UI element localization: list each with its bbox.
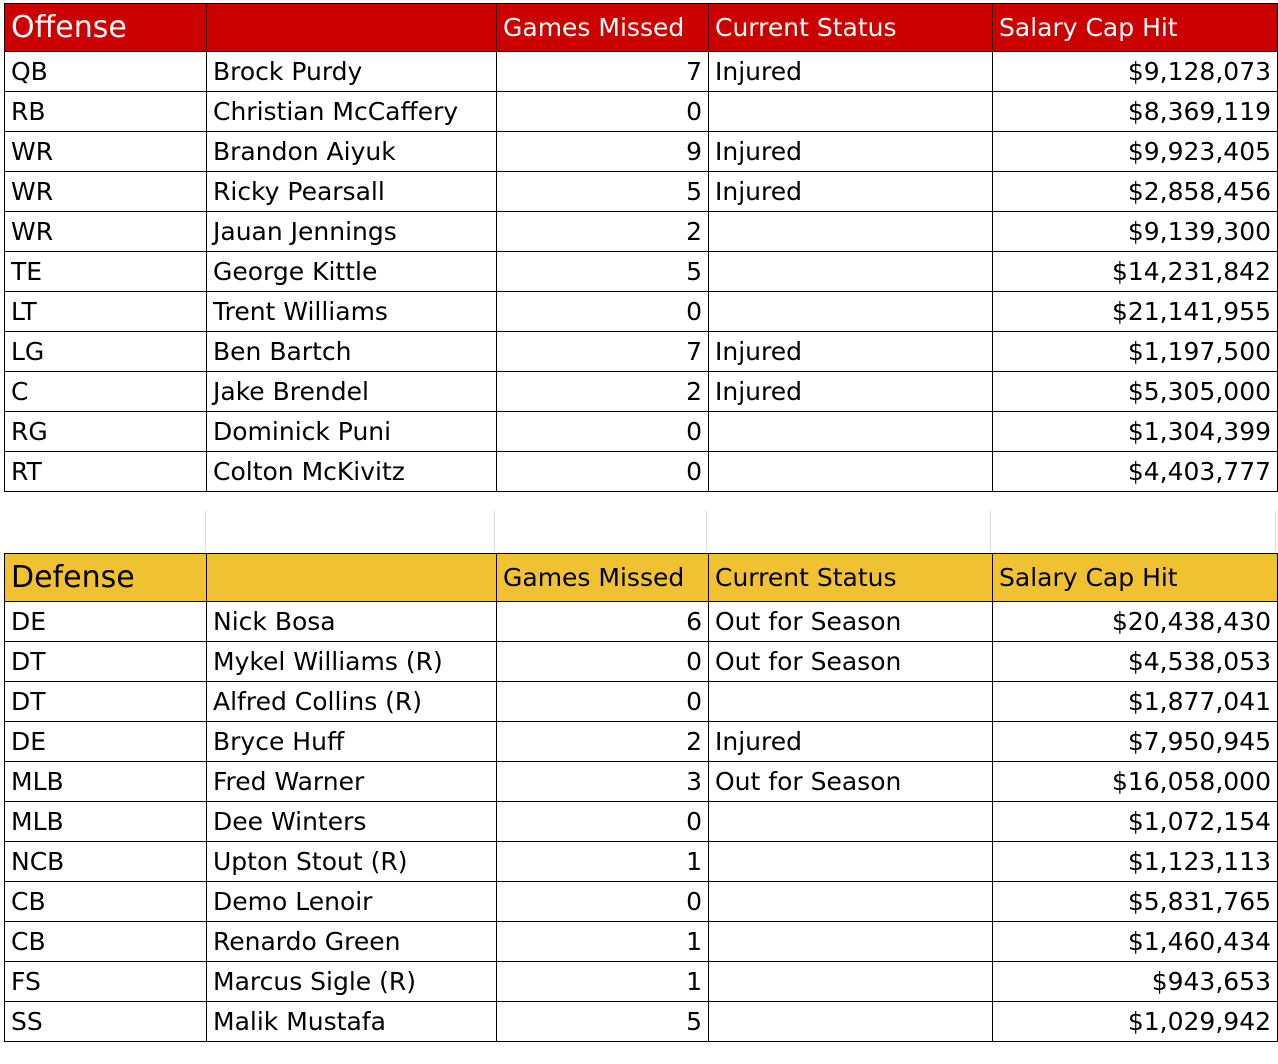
position-cell[interactable]: MLB	[5, 762, 207, 802]
games-missed-cell[interactable]: 2	[497, 372, 709, 412]
table-row	[5, 602, 1278, 642]
table-row	[5, 292, 1278, 332]
player-name-cell[interactable]: Marcus Sigle (R)	[207, 962, 497, 1002]
player-name-cell[interactable]: Malik Mustafa	[207, 1002, 497, 1042]
status-cell[interactable]	[709, 212, 993, 252]
position-cell[interactable]: CB	[5, 922, 207, 962]
player-name-cell[interactable]: Demo Lenoir	[207, 882, 497, 922]
position-cell[interactable]: DT	[5, 642, 207, 682]
status-cell[interactable]	[709, 412, 993, 452]
table-row	[5, 1002, 1278, 1042]
games-missed-cell[interactable]: 0	[497, 292, 709, 332]
table-row	[5, 92, 1278, 132]
status-cell[interactable]: Out for Season	[709, 762, 993, 802]
games-missed-cell[interactable]: 1	[497, 922, 709, 962]
games-missed-cell[interactable]: 5	[497, 172, 709, 212]
status-cell[interactable]	[709, 92, 993, 132]
status-cell[interactable]: Out for Season	[709, 642, 993, 682]
salary-cell[interactable]: $943,653	[993, 962, 1278, 1002]
header-current-status[interactable]: Current Status	[709, 554, 993, 602]
salary-cell[interactable]: $21,141,955	[993, 292, 1278, 332]
table-row	[5, 802, 1278, 842]
offense-title[interactable]: Offense	[5, 4, 207, 52]
status-cell[interactable]	[709, 292, 993, 332]
salary-cell[interactable]: $1,877,041	[993, 682, 1278, 722]
player-name-cell[interactable]: Fred Warner	[207, 762, 497, 802]
position-cell[interactable]: DE	[5, 722, 207, 762]
games-missed-cell[interactable]: 2	[497, 722, 709, 762]
table-row	[5, 922, 1278, 962]
status-cell[interactable]: Injured	[709, 52, 993, 92]
position-cell[interactable]: FS	[5, 962, 207, 1002]
table-row	[5, 132, 1278, 172]
player-name-cell[interactable]: Alfred Collins (R)	[207, 682, 497, 722]
header-games-missed[interactable]: Games Missed	[497, 4, 709, 52]
position-cell[interactable]: MLB	[5, 802, 207, 842]
games-missed-cell[interactable]: 9	[497, 132, 709, 172]
position-cell[interactable]: RB	[5, 92, 207, 132]
salary-cell[interactable]: $1,029,942	[993, 1002, 1278, 1042]
table-row	[5, 172, 1278, 212]
games-missed-cell[interactable]: 0	[497, 882, 709, 922]
status-cell[interactable]	[709, 252, 993, 292]
salary-cell[interactable]: $4,403,777	[993, 452, 1278, 492]
games-missed-cell[interactable]: 0	[497, 802, 709, 842]
salary-cell[interactable]: $9,923,405	[993, 132, 1278, 172]
status-cell[interactable]	[709, 1002, 993, 1042]
player-name-cell[interactable]: Jake Brendel	[207, 372, 497, 412]
player-name-cell[interactable]: Renardo Green	[207, 922, 497, 962]
player-name-cell[interactable]: Bryce Huff	[207, 722, 497, 762]
status-cell[interactable]: Injured	[709, 372, 993, 412]
table-row	[5, 252, 1278, 292]
table-row	[5, 762, 1278, 802]
status-cell[interactable]	[709, 922, 993, 962]
position-cell[interactable]: NCB	[5, 842, 207, 882]
table-row	[5, 212, 1278, 252]
player-name-cell[interactable]: Ricky Pearsall	[207, 172, 497, 212]
player-name-cell[interactable]: Brock Purdy	[207, 52, 497, 92]
salary-cell[interactable]: $16,058,000	[993, 762, 1278, 802]
player-name-cell[interactable]: Colton McKivitz	[207, 452, 497, 492]
player-name-cell[interactable]: Trent Williams	[207, 292, 497, 332]
status-cell[interactable]: Injured	[709, 172, 993, 212]
position-cell[interactable]: LT	[5, 292, 207, 332]
player-name-cell[interactable]: George Kittle	[207, 252, 497, 292]
position-cell[interactable]: LG	[5, 332, 207, 372]
salary-cell[interactable]: $1,123,113	[993, 842, 1278, 882]
spacer-row[interactable]	[4, 511, 1277, 551]
salary-cell[interactable]: $5,305,000	[993, 372, 1278, 412]
position-cell[interactable]: DT	[5, 682, 207, 722]
position-cell[interactable]: WR	[5, 132, 207, 172]
status-cell[interactable]	[709, 962, 993, 1002]
table-row	[5, 372, 1278, 412]
player-name-cell[interactable]: Dee Winters	[207, 802, 497, 842]
offense-table	[4, 3, 1278, 492]
salary-cell[interactable]: $20,438,430	[993, 602, 1278, 642]
games-missed-cell[interactable]: 1	[497, 962, 709, 1002]
position-cell[interactable]: TE	[5, 252, 207, 292]
position-cell[interactable]: SS	[5, 1002, 207, 1042]
position-cell[interactable]: RT	[5, 452, 207, 492]
position-cell[interactable]: QB	[5, 52, 207, 92]
offense-header-row	[5, 4, 1278, 52]
games-missed-cell[interactable]: 0	[497, 452, 709, 492]
games-missed-cell[interactable]: 2	[497, 212, 709, 252]
player-name-cell[interactable]: Mykel Williams (R)	[207, 642, 497, 682]
status-cell[interactable]	[709, 842, 993, 882]
salary-cell[interactable]: $9,139,300	[993, 212, 1278, 252]
status-cell[interactable]	[709, 682, 993, 722]
header-empty-cell[interactable]	[207, 554, 497, 602]
header-salary-cap-hit[interactable]: Salary Cap Hit	[993, 554, 1278, 602]
position-cell[interactable]: DE	[5, 602, 207, 642]
player-name-cell[interactable]: Nick Bosa	[207, 602, 497, 642]
player-name-cell[interactable]: Upton Stout (R)	[207, 842, 497, 882]
status-cell[interactable]: Out for Season	[709, 602, 993, 642]
header-games-missed[interactable]: Games Missed	[497, 554, 709, 602]
games-missed-cell[interactable]: 5	[497, 1002, 709, 1042]
games-missed-cell[interactable]: 7	[497, 332, 709, 372]
position-cell[interactable]: C	[5, 372, 207, 412]
defense-header-row	[5, 554, 1278, 602]
salary-cell[interactable]: $9,128,073	[993, 52, 1278, 92]
status-cell[interactable]: Injured	[709, 332, 993, 372]
salary-cell[interactable]: $1,197,500	[993, 332, 1278, 372]
status-cell[interactable]	[709, 452, 993, 492]
table-row	[5, 962, 1278, 1002]
table-row	[5, 412, 1278, 452]
games-missed-cell[interactable]: 3	[497, 762, 709, 802]
defense-title[interactable]: Defense	[5, 554, 207, 602]
table-row	[5, 52, 1278, 92]
salary-cell[interactable]: $5,831,765	[993, 882, 1278, 922]
table-row	[5, 452, 1278, 492]
games-missed-cell[interactable]: 1	[497, 842, 709, 882]
table-row	[5, 642, 1278, 682]
games-missed-cell[interactable]: 0	[497, 682, 709, 722]
salary-cell[interactable]: $2,858,456	[993, 172, 1278, 212]
salary-cell[interactable]: $14,231,842	[993, 252, 1278, 292]
player-name-cell[interactable]: Brandon Aiyuk	[207, 132, 497, 172]
status-cell[interactable]	[709, 802, 993, 842]
games-missed-cell[interactable]: 0	[497, 642, 709, 682]
status-cell[interactable]	[709, 882, 993, 922]
position-cell[interactable]: RG	[5, 412, 207, 452]
salary-cell[interactable]: $1,072,154	[993, 802, 1278, 842]
games-missed-cell[interactable]: 0	[497, 92, 709, 132]
games-missed-cell[interactable]: 7	[497, 52, 709, 92]
status-cell[interactable]: Injured	[709, 722, 993, 762]
position-cell[interactable]: WR	[5, 172, 207, 212]
table-row	[5, 722, 1278, 762]
header-salary-cap-hit[interactable]: Salary Cap Hit	[993, 4, 1278, 52]
table-row	[5, 682, 1278, 722]
position-cell[interactable]: WR	[5, 212, 207, 252]
salary-cell[interactable]: $8,369,119	[993, 92, 1278, 132]
salary-cell[interactable]: $4,538,053	[993, 642, 1278, 682]
salary-cell[interactable]: $7,950,945	[993, 722, 1278, 762]
salary-cell[interactable]: $1,304,399	[993, 412, 1278, 452]
player-name-cell[interactable]: Ben Bartch	[207, 332, 497, 372]
games-missed-cell[interactable]: 6	[497, 602, 709, 642]
header-current-status[interactable]: Current Status	[709, 4, 993, 52]
status-cell[interactable]: Injured	[709, 132, 993, 172]
player-name-cell[interactable]: Dominick Puni	[207, 412, 497, 452]
games-missed-cell[interactable]: 5	[497, 252, 709, 292]
table-row	[5, 882, 1278, 922]
salary-cell[interactable]: $1,460,434	[993, 922, 1278, 962]
player-name-cell[interactable]: Jauan Jennings	[207, 212, 497, 252]
table-row	[5, 842, 1278, 882]
defense-table	[4, 553, 1278, 1042]
table-row	[5, 332, 1278, 372]
header-empty-cell[interactable]	[207, 4, 497, 52]
player-name-cell[interactable]: Christian McCaffery	[207, 92, 497, 132]
games-missed-cell[interactable]: 0	[497, 412, 709, 452]
position-cell[interactable]: CB	[5, 882, 207, 922]
